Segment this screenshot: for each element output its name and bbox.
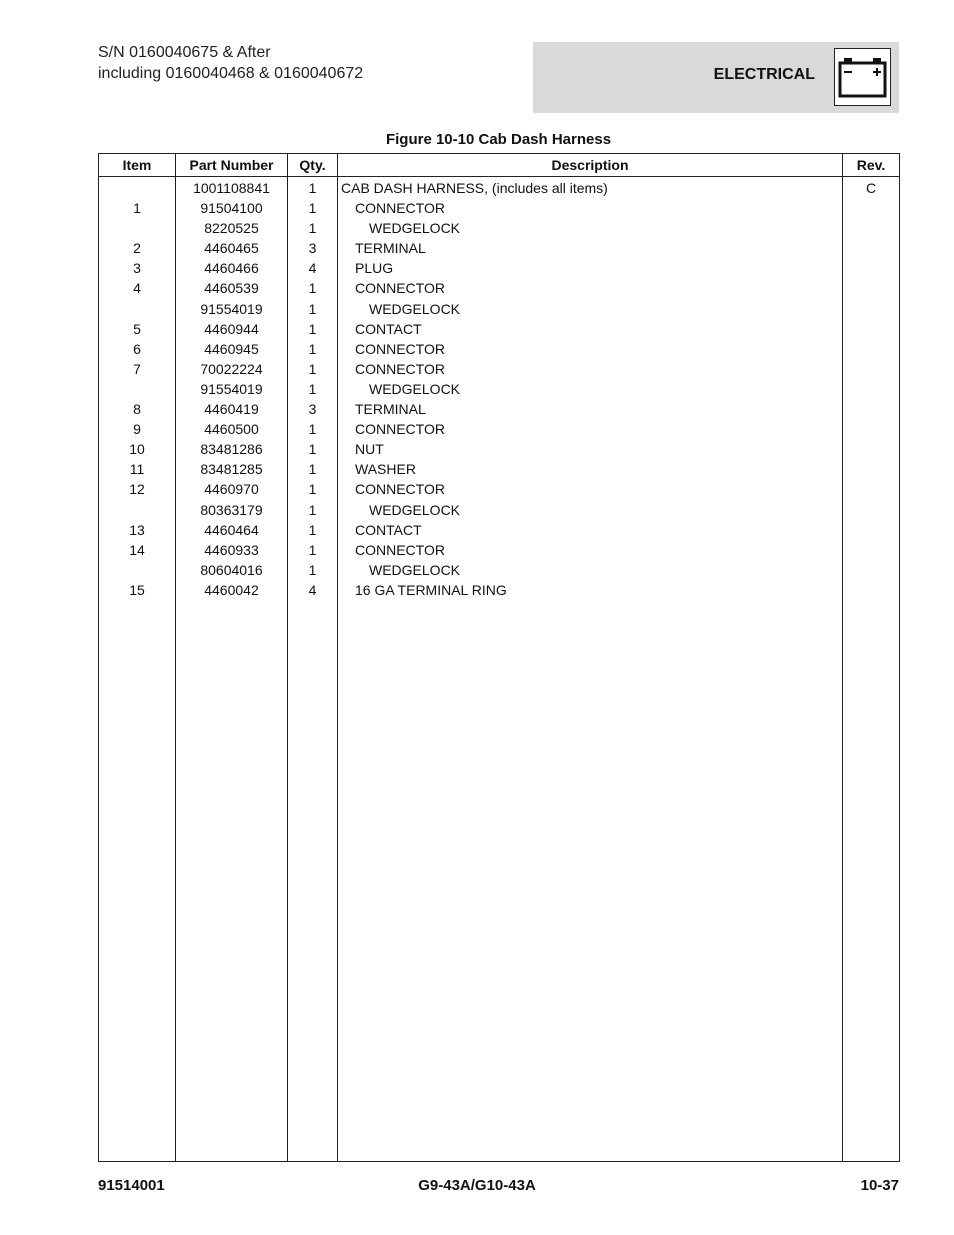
cell-qty: 3 (288, 399, 338, 419)
cell-description: WEDGELOCK (338, 218, 843, 238)
cell-description: CONNECTOR (338, 419, 843, 439)
cell-description: CONTACT (338, 319, 843, 339)
cell-part-number: 4460465 (176, 238, 288, 258)
section-title: ELECTRICAL (713, 66, 815, 83)
col-header-qty: Qty. (288, 154, 338, 177)
cell-rev (843, 540, 900, 560)
cell-part-number: 4460539 (176, 278, 288, 298)
cell-part-number: 83481286 (176, 439, 288, 459)
cell-description: CONNECTOR (338, 359, 843, 379)
cell-item: 1 (99, 198, 176, 218)
table-row (99, 419, 900, 439)
cell-qty: 1 (288, 479, 338, 499)
cell-qty: 1 (288, 339, 338, 359)
cell-item: 2 (99, 238, 176, 258)
table-row (99, 299, 900, 319)
cell-rev (843, 439, 900, 459)
cell-item: 15 (99, 580, 176, 600)
table-row (99, 339, 900, 359)
cell-part-number: 1001108841 (176, 177, 288, 199)
cell-part-number: 80604016 (176, 560, 288, 580)
cell-item (99, 299, 176, 319)
table-row (99, 500, 900, 520)
cell-part-number: 4460945 (176, 339, 288, 359)
cell-rev (843, 299, 900, 319)
table-row (99, 540, 900, 560)
cell-rev (843, 198, 900, 218)
cell-part-number: 4460970 (176, 479, 288, 499)
col-header-item: Item (99, 154, 176, 177)
cell-description: CONNECTOR (338, 339, 843, 359)
table-row (99, 379, 900, 399)
cell-item: 11 (99, 459, 176, 479)
cell-item: 7 (99, 359, 176, 379)
parts-table-body (99, 177, 900, 1162)
figure-title: Figure 10-10 Cab Dash Harness (385, 131, 612, 148)
battery-icon-graphic (835, 49, 890, 105)
cell-description: WEDGELOCK (338, 500, 843, 520)
cell-description: CAB DASH HARNESS, (includes all items) (338, 177, 843, 199)
parts-table (98, 153, 900, 1162)
cell-rev (843, 258, 900, 278)
cell-qty: 1 (288, 560, 338, 580)
cell-description: CONNECTOR (338, 540, 843, 560)
cell-qty: 1 (288, 540, 338, 560)
cell-qty: 1 (288, 278, 338, 298)
cell-rev (843, 319, 900, 339)
cell-qty: 4 (288, 580, 338, 600)
cell-item (99, 560, 176, 580)
cell-qty: 1 (288, 177, 338, 199)
cell-description: WEDGELOCK (338, 299, 843, 319)
cell-part-number: 8220525 (176, 218, 288, 238)
cell-item: 12 (99, 479, 176, 499)
cell-qty: 1 (288, 500, 338, 520)
table-row (99, 459, 900, 479)
cell-item: 9 (99, 419, 176, 439)
cell-description: CONTACT (338, 520, 843, 540)
cell-rev (843, 419, 900, 439)
cell-description: WASHER (338, 459, 843, 479)
section-header (533, 42, 899, 113)
cell-part-number: 4460933 (176, 540, 288, 560)
table-row (99, 479, 900, 499)
cell-description: TERMINAL (338, 399, 843, 419)
cell-part-number: 4460466 (176, 258, 288, 278)
cell-part-number: 91554019 (176, 299, 288, 319)
cell-item: 14 (99, 540, 176, 560)
cell-qty: 1 (288, 218, 338, 238)
cell-qty: 1 (288, 459, 338, 479)
cell-part-number: 4460500 (176, 419, 288, 439)
cell-part-number: 80363179 (176, 500, 288, 520)
cell-description: PLUG (338, 258, 843, 278)
cell-qty: 4 (288, 258, 338, 278)
cell-rev (843, 580, 900, 600)
cell-rev (843, 560, 900, 580)
cell-item (99, 177, 176, 199)
battery-icon (834, 48, 891, 106)
cell-qty: 1 (288, 319, 338, 339)
cell-item: 10 (99, 439, 176, 459)
cell-part-number: 4460042 (176, 580, 288, 600)
cell-rev (843, 500, 900, 520)
cell-part-number: 70022224 (176, 359, 288, 379)
cell-qty: 3 (288, 238, 338, 258)
cell-description: WEDGELOCK (338, 379, 843, 399)
cell-part-number: 4460464 (176, 520, 288, 540)
footer-model: G9-43A/G10-43A (418, 1177, 536, 1194)
col-header-description: Description (338, 154, 843, 177)
cell-description: TERMINAL (338, 238, 843, 258)
cell-rev (843, 459, 900, 479)
cell-description: CONNECTOR (338, 479, 843, 499)
cell-rev (843, 218, 900, 238)
cell-rev (843, 278, 900, 298)
table-row (99, 520, 900, 540)
cell-rev: C (843, 177, 900, 199)
cell-part-number: 4460944 (176, 319, 288, 339)
cell-rev (843, 359, 900, 379)
table-row (99, 319, 900, 339)
table-row (99, 238, 900, 258)
cell-item: 8 (99, 399, 176, 419)
cell-rev (843, 339, 900, 359)
cell-qty: 1 (288, 299, 338, 319)
cell-item: 5 (99, 319, 176, 339)
cell-item (99, 218, 176, 238)
cell-part-number: 83481285 (176, 459, 288, 479)
cell-item: 6 (99, 339, 176, 359)
cell-item: 3 (99, 258, 176, 278)
cell-qty: 1 (288, 520, 338, 540)
table-row (99, 198, 900, 218)
cell-part-number: 91504100 (176, 198, 288, 218)
cell-part-number: 91554019 (176, 379, 288, 399)
cell-qty: 1 (288, 379, 338, 399)
cell-part-number: 4460419 (176, 399, 288, 419)
table-header-row (99, 154, 900, 177)
cell-qty: 1 (288, 198, 338, 218)
serial-line-1: S/N 0160040675 & After (98, 44, 271, 61)
table-row (99, 359, 900, 379)
cell-rev (843, 379, 900, 399)
table-row (99, 177, 900, 199)
cell-item: 4 (99, 278, 176, 298)
footer-manual-number: 91514001 (98, 1177, 165, 1194)
cell-item (99, 379, 176, 399)
cell-rev (843, 238, 900, 258)
cell-qty: 1 (288, 439, 338, 459)
cell-description: 16 GA TERMINAL RING (338, 580, 843, 600)
cell-rev (843, 399, 900, 419)
cell-rev (843, 479, 900, 499)
cell-qty: 1 (288, 419, 338, 439)
serial-number-block (98, 42, 363, 84)
table-row (99, 560, 900, 580)
table-row (99, 399, 900, 419)
table-row (99, 218, 900, 238)
cell-description: NUT (338, 439, 843, 459)
table-row (99, 258, 900, 278)
table-filler-row (99, 600, 900, 1162)
footer-page-number: 10-37 (860, 1177, 899, 1194)
col-header-rev: Rev. (843, 154, 900, 177)
table-row (99, 439, 900, 459)
cell-item: 13 (99, 520, 176, 540)
cell-qty: 1 (288, 359, 338, 379)
col-header-part-number: Part Number (176, 154, 288, 177)
table-row (99, 580, 900, 600)
cell-rev (843, 520, 900, 540)
cell-item (99, 500, 176, 520)
table-row (99, 278, 900, 298)
cell-description: CONNECTOR (338, 198, 843, 218)
serial-line-2: including 0160040468 & 0160040672 (98, 65, 364, 82)
cell-description: WEDGELOCK (338, 560, 843, 580)
cell-description: CONNECTOR (338, 278, 843, 298)
